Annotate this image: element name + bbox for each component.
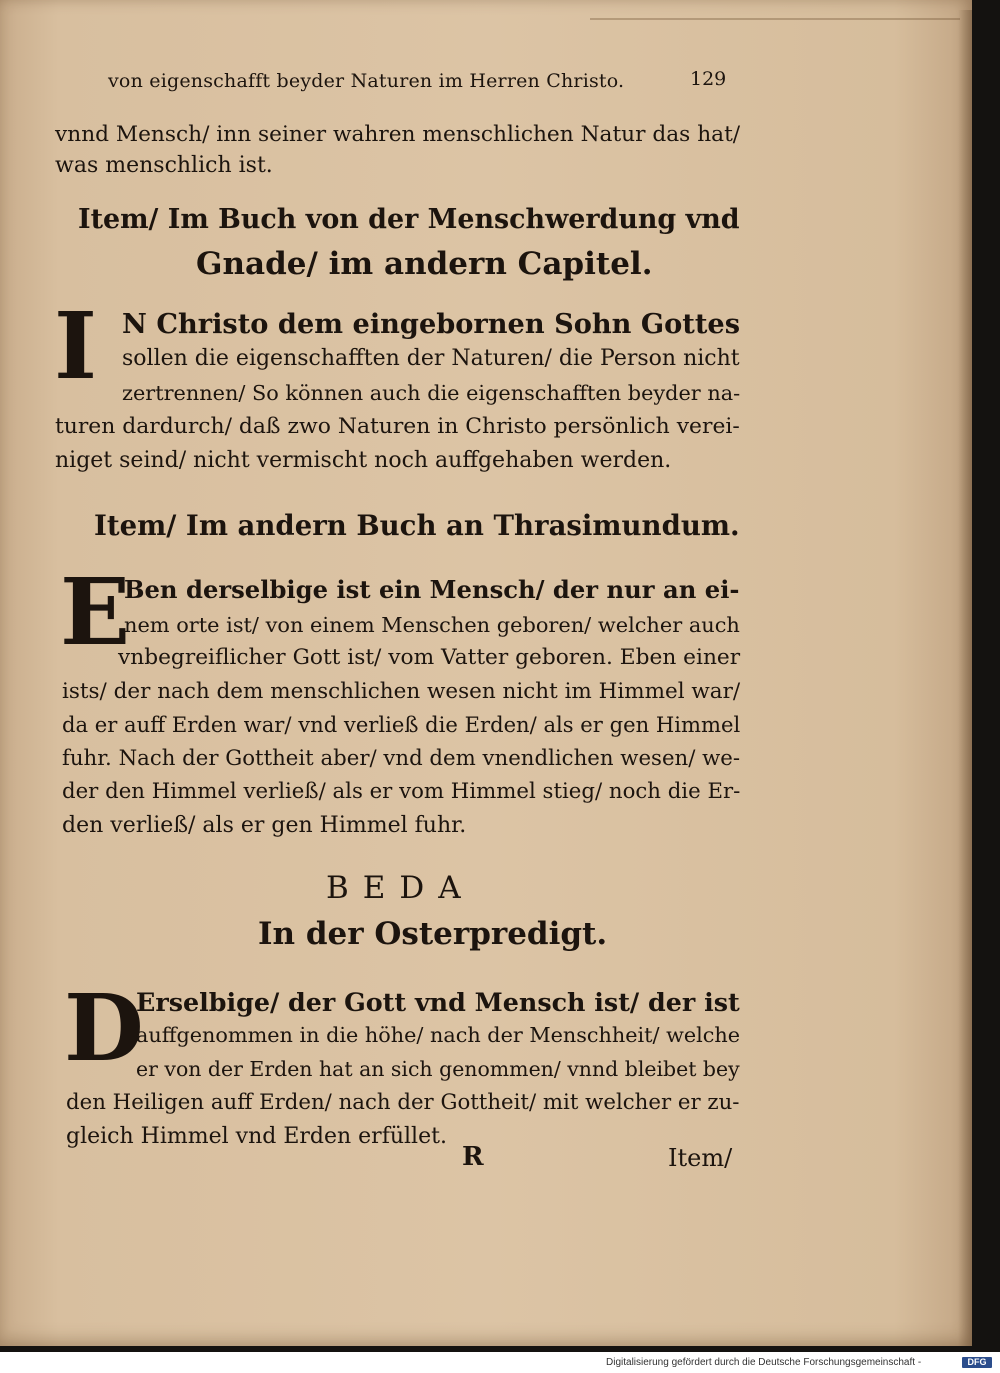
page-number: 129 <box>690 68 727 90</box>
body-line: den verließ/ als er gen Himmel fuhr. <box>62 813 467 838</box>
body-line: nem orte ist/ von einem Menschen geboren/ welcher auch <box>124 613 740 637</box>
footer-credit-text: Digitalisierung gefördert durch die Deutsche Forschungsgemeinschaft - <box>606 1357 922 1368</box>
body-line: fuhr. Nach der Gottheit aber/ vnd dem vnendlichen wesen/ we- <box>62 746 741 771</box>
section-heading: Item/ Im Buch von der Menschwerdung vnd <box>78 204 740 235</box>
body-line-large: N Christo dem eingebornen Sohn Gottes <box>122 308 741 340</box>
dropcap-initial: D <box>64 974 144 1082</box>
body-line-large: Ben derselbige ist ein Mensch/ der nur an ei- <box>124 575 740 604</box>
body-line: vnnd Mensch/ inn seiner wahren menschlichen Natur das hat/ <box>55 122 741 147</box>
section-heading: Item/ Im andern Buch an Thrasimundum. <box>94 510 740 542</box>
body-line: niget seind/ nicht vermischt noch auffgehaben werden. <box>55 448 672 473</box>
running-head: von eigenschafft beyder Naturen im Herren Christo. <box>108 70 625 92</box>
body-line: turen dardurch/ daß zwo Naturen in Christo persönlich verei- <box>55 414 740 439</box>
section-heading: In der Osterpredigt. <box>258 916 608 952</box>
signature-mark: R <box>462 1142 484 1172</box>
body-line: er von der Erden hat an sich genommen/ vnnd bleibet bey <box>136 1057 740 1081</box>
body-line-large: Erselbige/ der Gott vnd Mensch ist/ der ist <box>136 987 740 1017</box>
body-line: was menschlich ist. <box>55 153 273 178</box>
body-line: da er auff Erden war/ vnd verließ die Erden/ als er gen Himmel <box>62 712 741 737</box>
body-line: den Heiligen auff Erden/ nach der Gottheit/ mit welcher er zu- <box>66 1090 740 1115</box>
body-line: vnbegreiflicher Gott ist/ vom Vatter geboren. Eben einer <box>118 645 741 670</box>
body-line: auffgenommen in die höhe/ nach der Menschheit/ welche <box>136 1023 741 1047</box>
page-top-rule <box>590 18 960 20</box>
body-line: ists/ der nach dem menschlichen wesen nicht im Himmel war/ <box>62 679 741 704</box>
body-line: sollen die eigenschafften der Naturen/ die Person nicht <box>122 346 740 371</box>
dropcap-initial: E <box>60 558 131 666</box>
author-title: BEDA <box>326 870 475 906</box>
section-heading: Gnade/ im andern Capitel. <box>196 246 653 282</box>
catchword: Item/ <box>668 1144 733 1172</box>
page-edge-shadow <box>958 10 972 1346</box>
body-line: gleich Himmel vnd Erden erfüllet. <box>66 1124 447 1149</box>
dfg-logo: DFG <box>962 1357 992 1368</box>
body-line: der den Himmel verließ/ als er vom Himmel stieg/ noch die Er- <box>62 779 741 804</box>
dropcap-initial: I <box>54 292 98 400</box>
body-line: zertrennen/ So können auch die eigenschafften beyder na- <box>122 381 741 405</box>
